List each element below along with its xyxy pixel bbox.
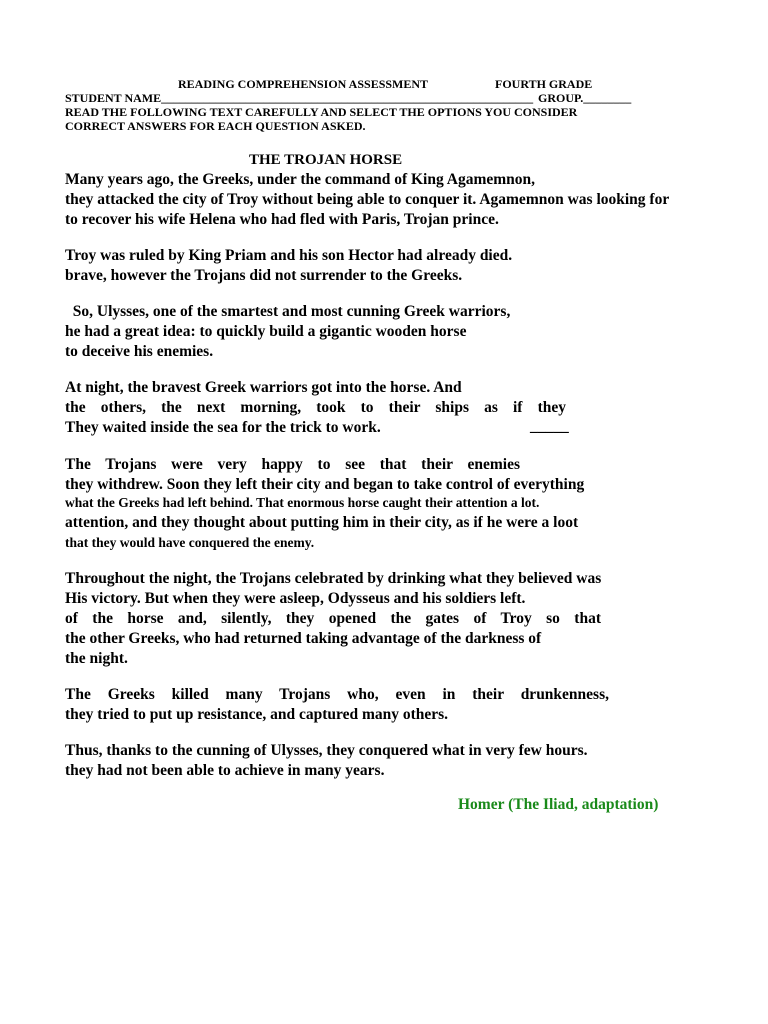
story-line: of the horse and, silently, they opened the gates of Troy so that bbox=[65, 610, 601, 627]
story-line: to deceive his enemies. bbox=[65, 343, 214, 360]
story-line: the others, the next morning, took to their ships as if they bbox=[65, 399, 566, 416]
story-line: the night. bbox=[65, 650, 128, 667]
instructions-line-1: READ THE FOLLOWING TEXT CAREFULLY AND SELECT THE OPTIONS YOU CONSIDER bbox=[65, 105, 578, 119]
instructions-line-2: CORRECT ANSWERS FOR EACH QUESTION ASKED. bbox=[65, 119, 366, 133]
story-line: At night, the bravest Greek warriors got into the horse. And bbox=[65, 379, 462, 396]
story-line: they tried to put up resistance, and captured many others. bbox=[65, 706, 449, 723]
story-line: that they would have conquered the enemy. bbox=[65, 535, 315, 550]
story-line: attention, and they thought about putting him in their city, as if he were a loot bbox=[65, 514, 579, 531]
story-title: THE TROJAN HORSE bbox=[249, 152, 403, 168]
story-line: His victory. But when they were asleep, Odysseus and his soldiers left. bbox=[65, 590, 526, 607]
student-name-field: STUDENT NAME______________________________________________________________ bbox=[65, 91, 534, 105]
story-line: the other Greeks, who had returned taking advantage of the darkness of bbox=[65, 630, 542, 647]
source-credit: Homer (The Iliad, adaptation) bbox=[458, 796, 659, 813]
story-line: to recover his wife Helena who had fled with Paris, Trojan prince. bbox=[65, 211, 499, 228]
story-line: They waited inside the sea for the trick to work. bbox=[65, 419, 381, 436]
group-field: GROUP.________ bbox=[538, 91, 632, 105]
story-line: he had a great idea: to quickly build a gigantic wooden horse bbox=[65, 323, 467, 340]
story-line: they had not been able to achieve in many years. bbox=[65, 762, 385, 779]
grade-label: FOURTH GRADE bbox=[495, 77, 593, 91]
story-line: The Trojans were very happy to see that their enemies bbox=[65, 456, 520, 473]
story-line: Throughout the night, the Trojans celebrated by drinking what they believed was bbox=[65, 570, 602, 587]
assessment-title: READING COMPREHENSION ASSESSMENT bbox=[178, 77, 429, 91]
story-line: Thus, thanks to the cunning of Ulysses, they conquered what in very few hours. bbox=[65, 742, 588, 759]
story-line: they attacked the city of Troy without being able to conquer it. Agamemnon was looking for bbox=[65, 191, 670, 208]
story-line: The Greeks killed many Trojans who, even in their drunkenness, bbox=[65, 686, 609, 703]
story-line: Many years ago, the Greeks, under the command of King Agamemnon, bbox=[65, 171, 536, 188]
story-line: Troy was ruled by King Priam and his son Hector had already died. bbox=[65, 247, 513, 264]
story-line: So, Ulysses, one of the smartest and most cunning Greek warriors, bbox=[65, 303, 511, 320]
story-line: they withdrew. Soon they left their city and began to take control of everything bbox=[65, 476, 585, 493]
story-line: what the Greeks had left behind. That enormous horse caught their attention a lot. bbox=[65, 495, 540, 510]
story-line: brave, however the Trojans did not surrender to the Greeks. bbox=[65, 267, 463, 284]
answer-blank: _____ bbox=[530, 418, 569, 435]
